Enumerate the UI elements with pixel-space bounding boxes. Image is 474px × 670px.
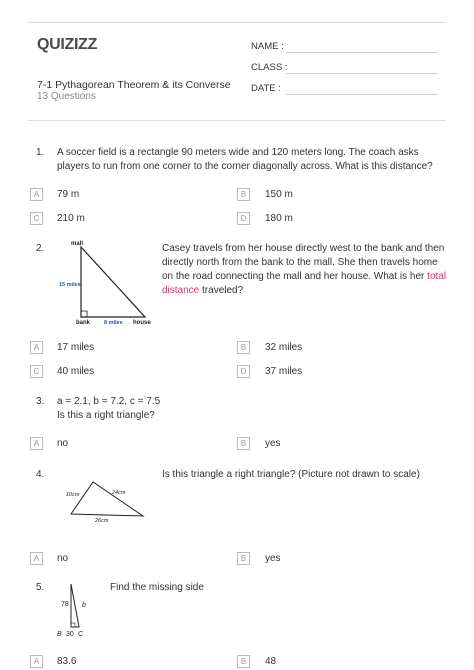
worksheet-title: 7-1 Pythagorean Theorem & its Converse	[37, 79, 231, 91]
option-letter-box[interactable]: A	[30, 437, 43, 450]
tall-right-triangle-figure	[57, 578, 97, 642]
scalene-triangle-figure	[57, 474, 157, 528]
horizontal-side-label: 8 miles	[104, 320, 123, 326]
option-letter-box[interactable]: B	[237, 552, 250, 565]
side-b-label: 24cm	[112, 490, 126, 496]
header-top-divider	[28, 22, 446, 23]
vertical-side-label: 15 miles	[59, 282, 81, 288]
option-letter-box[interactable]: B	[237, 188, 250, 201]
option-text[interactable]: 48	[265, 656, 277, 667]
option-letter-box[interactable]: B	[237, 437, 250, 450]
option-text[interactable]: 79 m	[57, 189, 80, 200]
vertex-c-label: C	[78, 631, 84, 638]
question-text-part: traveled?	[199, 285, 244, 296]
option-text[interactable]: 83.6	[57, 656, 77, 667]
question-text: A soccer field is a rectangle 90 meters wide and 120 meters long. The coach asks players to run from one corner to the corner diagonally across. What is this distance?	[57, 147, 433, 172]
option-letter-box[interactable]: B	[237, 341, 250, 354]
option-text[interactable]: 17 miles	[57, 342, 95, 353]
house-label: house	[133, 320, 151, 326]
header-bottom-divider	[28, 120, 446, 121]
date-field[interactable]	[286, 94, 438, 95]
question-values: a = 2.1, b = 7.2, c = 7.5	[57, 396, 161, 407]
option-text[interactable]: 37 miles	[265, 366, 303, 377]
question-text: Find the missing side	[110, 582, 204, 593]
option-letter-box[interactable]: A	[30, 341, 43, 354]
name-field[interactable]	[286, 52, 438, 53]
highlighted-text: total distance	[162, 271, 447, 296]
question-number: 2.	[36, 243, 45, 254]
question-number: 3.	[36, 396, 45, 407]
question-text: Is this a right triangle?	[57, 410, 155, 421]
side-c-label: 26cm	[95, 518, 109, 524]
option-letter-box[interactable]: C	[30, 212, 43, 225]
option-letter-box[interactable]: A	[30, 188, 43, 201]
option-text[interactable]: no	[57, 438, 69, 449]
question-count: 13 Questions	[37, 91, 96, 102]
option-text[interactable]: no	[57, 553, 69, 564]
question-text-part: Casey travels from her house directly west to the bank and then directly north from the bank to the mall. She then travels home on the road connecting the mall and her house. What is her	[162, 243, 445, 282]
option-letter-box[interactable]: D	[237, 212, 250, 225]
class-field[interactable]	[286, 73, 438, 74]
vertex-b-label: B	[57, 631, 62, 638]
question-number: 5.	[36, 582, 45, 593]
question-text: Is this triangle a right triangle? (Picture not drawn to scale)	[162, 469, 420, 480]
class-label: CLASS :	[251, 62, 288, 73]
hypotenuse-label: b	[82, 602, 86, 609]
option-text[interactable]: yes	[265, 438, 281, 449]
bank-label: bank	[76, 320, 91, 326]
option-letter-box[interactable]: B	[237, 655, 250, 668]
side-a-label: 10cm	[66, 492, 80, 498]
option-text[interactable]: yes	[265, 553, 281, 564]
mall-label: mall	[71, 241, 84, 247]
option-text[interactable]: 32 miles	[265, 342, 303, 353]
option-letter-box[interactable]: C	[30, 365, 43, 378]
base-side-label: 30	[66, 631, 74, 638]
question-text	[162, 242, 448, 298]
name-label: NAME :	[251, 41, 284, 52]
mall-bank-house-triangle-figure	[57, 238, 157, 328]
option-letter-box[interactable]: A	[30, 655, 43, 668]
option-letter-box[interactable]: A	[30, 552, 43, 565]
question-number: 1.	[36, 147, 45, 158]
option-text[interactable]: 180 m	[265, 213, 293, 224]
option-text[interactable]: 40 miles	[57, 366, 95, 377]
option-text[interactable]: 210 m	[57, 213, 85, 224]
option-text[interactable]: 150 m	[265, 189, 293, 200]
option-letter-box[interactable]: D	[237, 365, 250, 378]
date-label: DATE :	[251, 83, 281, 94]
quizizz-logo: QUIZIZZ	[37, 36, 98, 53]
question-number: 4.	[36, 469, 45, 480]
vertical-side-label: 78	[61, 601, 69, 608]
